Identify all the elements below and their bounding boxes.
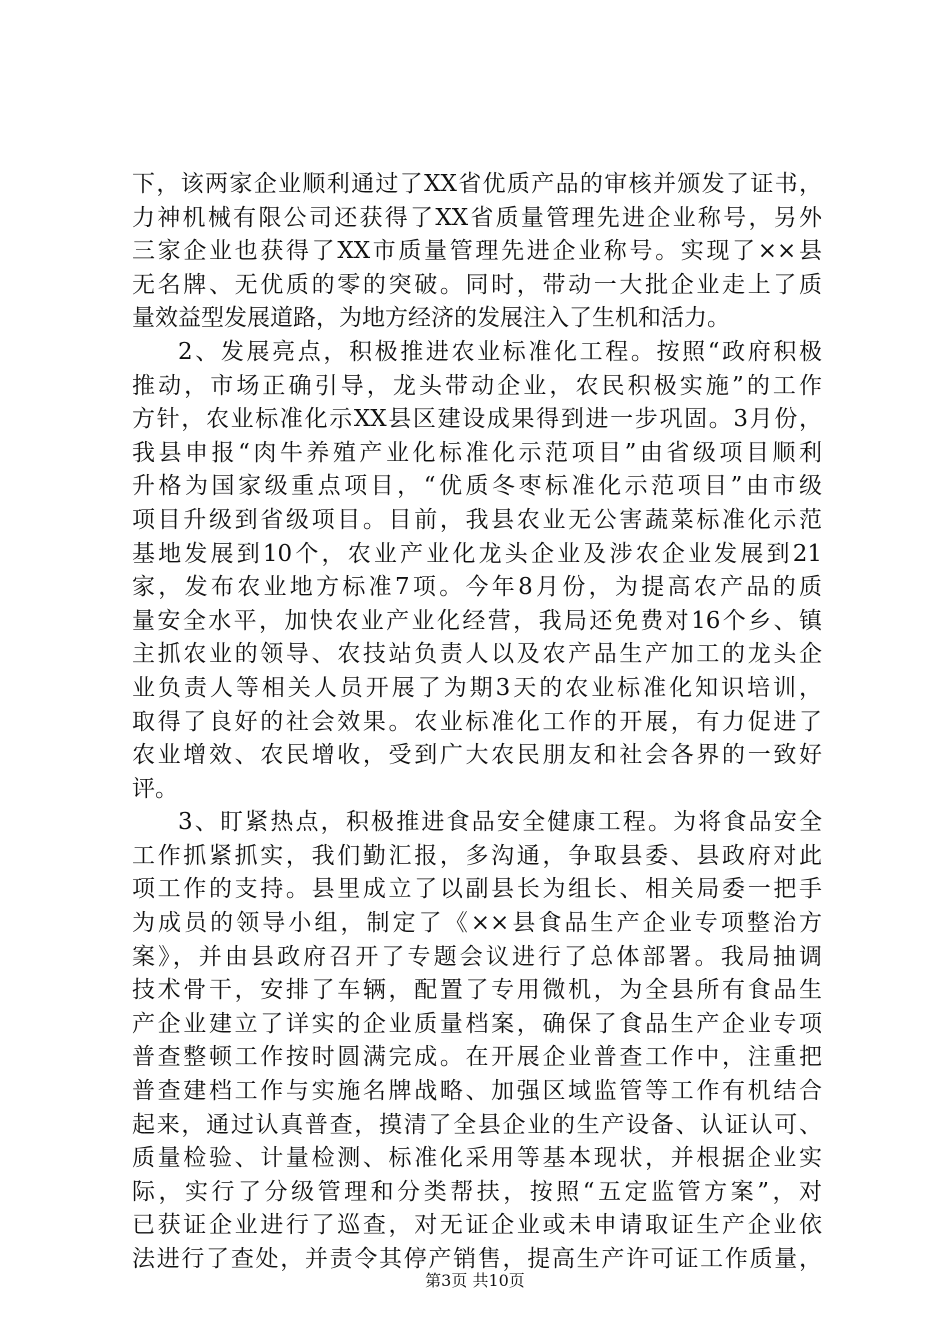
text-line: 方针，农业标准化示XX县区建设成果得到进一步巩固。3月份， — [132, 406, 822, 433]
text-line: 工作抓紧抓实，我们勤汇报，多沟通，争取县委、县政府对此 — [132, 842, 822, 869]
text-line: 升格为国家级重点项目，“优质冬枣标准化示范项目”由市级 — [132, 473, 822, 500]
text-line: 量安全水平，加快农业产业化经营，我局还免费对16个乡、镇 — [132, 607, 822, 634]
text-line: 起来，通过认真普查，摸清了全县企业的生产设备、认证认可、 — [132, 1111, 822, 1138]
text-line: 际，实行了分级管理和分类帮扶，按照“五定监管方案”，对 — [132, 1178, 822, 1205]
text-line: 无名牌、无优质的零的突破。同时，带动一大批企业走上了质 — [132, 271, 822, 298]
text-line: 力神机械有限公司还获得了XX省质量管理先进企业称号，另外 — [132, 204, 822, 231]
text-line: 农业增效、农民增收，受到广大农民朋友和社会各界的一致好 — [132, 742, 822, 769]
text-line: 已获证企业进行了巡查，对无证企业或未申请取证生产企业依 — [132, 1212, 822, 1239]
text-line: 量效益型发展道路，为地方经济的发展注入了生机和活力。 — [132, 305, 730, 332]
text-line: 3、盯紧热点，积极推进食品安全健康工程。为将食品安全 — [178, 809, 822, 836]
text-line: 普查整顿工作按时圆满完成。在开展企业普查工作中，注重把 — [132, 1044, 822, 1071]
document-body — [132, 168, 822, 1277]
page-footer: 第3页 共10页 — [425, 1271, 525, 1290]
text-line: 技术骨干，安排了车辆，配置了专用微机，为全县所有食品生 — [132, 977, 822, 1004]
text-line: 评。 — [132, 775, 178, 802]
text-line: 普查建档工作与实施名牌战略、加强区域监管等工作有机结合 — [132, 1078, 822, 1105]
text-line: 法进行了查处，并责令其停产销售，提高生产许可证工作质量， — [132, 1246, 822, 1272]
text-line: 推动，市场正确引导，龙头带动企业，农民积极实施”的工作 — [132, 372, 822, 399]
text-line: 我县申报“肉牛养殖产业化标准化示范项目”由省级项目顺利 — [132, 439, 822, 466]
text-line: 2、发展亮点，积极推进农业标准化工程。按照“政府积极 — [178, 338, 822, 365]
text-line: 案》，并由县政府召开了专题会议进行了总体部署。我局抽调 — [132, 943, 822, 970]
text-line: 三家企业也获得了XX市质量管理先进企业称号。实现了××县 — [132, 238, 822, 265]
text-line: 产企业建立了详实的企业质量档案，确保了食品生产企业专项 — [132, 1010, 822, 1037]
text-line: 取得了良好的社会效果。农业标准化工作的开展，有力促进了 — [132, 708, 822, 735]
text-line: 基地发展到10个，农业产业化龙头企业及涉农企业发展到21 — [132, 540, 822, 567]
text-line: 质量检验、计量检测、标准化采用等基本现状，并根据企业实 — [132, 1145, 822, 1172]
text-line: 为成员的领导小组，制定了《××县食品生产企业专项整治方 — [132, 910, 822, 937]
text-line: 主抓农业的领导、农技站负责人以及农产品生产加工的龙头企 — [132, 641, 822, 668]
text-line: 业负责人等相关人员开展了为期3天的农业标准化知识培训， — [132, 674, 822, 701]
text-line: 项目升级到省级项目。目前，我县农业无公害蔬菜标准化示范 — [132, 506, 822, 533]
text-line: 下，该两家企业顺利通过了XX省优质产品的审核并颁发了证书， — [132, 171, 822, 197]
text-line: 家，发布农业地方标准7项。今年8月份，为提高农产品的质 — [132, 574, 822, 601]
text-line: 项工作的支持。县里成立了以副县长为组长、相关局委一把手 — [132, 876, 822, 903]
